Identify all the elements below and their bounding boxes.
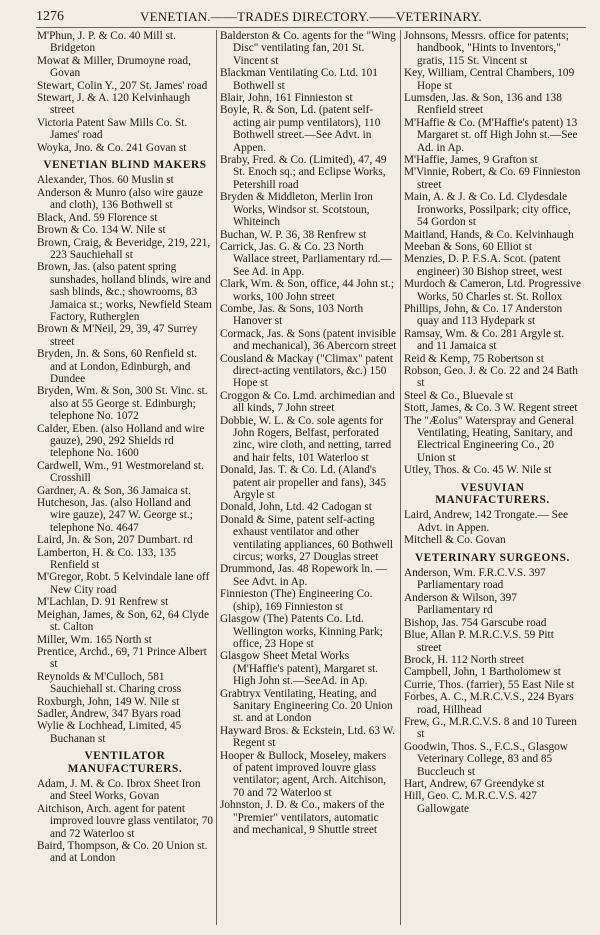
list-item: M'Haffie & Co. (M'Haffie's patent) 13 Margaret st. off High John st.—See Ad. in Ap. bbox=[404, 116, 578, 154]
section-heading: VENTILATOR MANUFACTURERS. bbox=[67, 750, 183, 775]
list-item: Gardner, A. & Son, 36 Jamaica st. bbox=[37, 484, 191, 497]
list-item: Blackman Ventilating Co. Ltd. 101 Bothwell st bbox=[220, 67, 378, 92]
list-item: M'Lachlan, D. 91 Renfrew st bbox=[37, 596, 169, 609]
list-item: Frew, G., M.R.C.V.S. 8 and 10 Tureen st bbox=[404, 715, 577, 741]
list-item: Sadler, Andrew, 347 Byars road bbox=[37, 707, 181, 720]
list-item: M'Phun, J. P. & Co. 40 Mill st. Bridgeton bbox=[37, 30, 176, 55]
list-item: Robson, Geo. J. & Co. 22 and 24 Bath st bbox=[404, 364, 578, 390]
list-item: Bryden, Wm. & Son, 300 St. Vinc. st. also at 55 George st. Edinburgh; telephone No. 1072 bbox=[37, 385, 208, 423]
list-item: Bryden & Middleton, Merlin Iron Works, Windsor st. Scotstoun, Whiteinch bbox=[220, 191, 373, 229]
list-item: Utley, Thos. & Co. 45 W. Nile st bbox=[404, 464, 552, 477]
list-item: Hayward Bros. & Eckstein, Ltd. 63 W. Regent st bbox=[220, 724, 396, 750]
page-number: 1276 bbox=[36, 9, 64, 24]
list-item: Drummond, Jas. 48 Ropework ln. —See Advt. in Ap. bbox=[220, 563, 387, 588]
list-item: Reynolds & M'Culloch, 581 Sauchiehall st. Charing cross bbox=[37, 670, 182, 696]
list-item: Phillips, John, & Co. 17 Anderston quay and 113 Hydepark st bbox=[404, 302, 563, 328]
section-heading: VETERINARY SURGEONS. bbox=[415, 551, 570, 564]
list-item: Black, And. 59 Florence st bbox=[37, 211, 158, 224]
running-title: VENETIAN.——TRADES DIRECTORY.——VETERINARY. bbox=[140, 9, 482, 24]
list-item: Victoria Patent Saw Mills Co. St. James' road bbox=[37, 116, 188, 142]
column-divider bbox=[216, 30, 217, 925]
list-item: Balderston & Co. agents for the "Wing Disc" ventilating fan, 201 St. Vincent st bbox=[220, 30, 396, 67]
list-item: Clark, Wm. & Son, office, 44 John st.; works, 100 John street bbox=[220, 278, 395, 303]
column-3 bbox=[404, 30, 581, 815]
list-item: Main, A. & J. & Co. Ld. Clydesdale Ironworks, Possilpark; city office, 54 Gordon st bbox=[404, 191, 571, 229]
list-item: Lamberton, H. & Co. 133, 135 Renfield st bbox=[37, 546, 176, 572]
list-item: Baird, Thompson, & Co. 20 Union st. and at London bbox=[37, 840, 208, 865]
list-item: Carrick, Jas. G. & Co. 23 North Wallace street, Parliamentary rd.—See Ad. in App. bbox=[220, 240, 392, 278]
list-item: Stott, James, & Co. 3 W. Regent street bbox=[404, 402, 578, 415]
list-item: Menzies, D. P. F.S.A. Scot. (patent engineer) 30 Bishop street, west bbox=[404, 253, 563, 278]
list-item: Anderson & Wilson, 397 Parliamentary rd bbox=[404, 591, 517, 617]
list-item: Key, William, Central Chambers, 109 Hope st bbox=[404, 67, 575, 92]
list-item: Croggon & Co. Lmd. archimedian and all kinds, 7 John street bbox=[220, 389, 395, 415]
list-item: Braby, Fred. & Co. (Limited), 47, 49 St. Enoch sq.; and Eclipse Works, Petershill road bbox=[220, 154, 387, 191]
list-item: Brown & M'Neil, 29, 39, 47 Surrey street bbox=[37, 323, 198, 348]
list-item: Cormack, Jas. & Sons (patent invisible and mechanical), 36 Abercorn street bbox=[220, 327, 397, 353]
list-item: Hart, Andrew, 67 Greendyke st bbox=[404, 777, 545, 790]
list-item: Hill, Geo. C. M.R.C.V.S. 427 Gallowgate bbox=[404, 790, 537, 815]
list-item: M'Haffie, James, 9 Grafton st bbox=[404, 154, 538, 167]
list-item: Blair, John, 161 Finnieston st bbox=[220, 92, 353, 105]
list-item: Brown, Jas. (also patent spring sunshades, holland blinds, wire and sash blinds, &c.; showrooms, 83 Jamaica st.; works, Newfield Steam Factory, Rutherglen bbox=[37, 261, 212, 323]
list-item: Meeban & Sons, 60 Elliot st bbox=[404, 240, 533, 253]
list-item: Cousland & Mackay ("Climax" patent direct-acting ventilators, &c.) 150 Hope st bbox=[220, 352, 393, 390]
column-divider bbox=[400, 30, 401, 925]
list-item: Calder, Eben. (also Holland and wire gauze), 290, 292 Shields rd telephone No. 1600 bbox=[37, 422, 205, 460]
list-item: The "Æolus" Waterspray and General Ventilating, Heating, Sanitary, and Electrical Engineering Co., 20 Union st bbox=[404, 414, 574, 464]
list-item: Brown & Co. 134 W. Nile st bbox=[37, 224, 166, 237]
column-1 bbox=[37, 30, 213, 865]
list-item: Glasgow Sheet Metal Works (M'Haffie's patent), Margaret st. High John st.—SeeAd. in Ap. bbox=[220, 650, 379, 688]
list-item: Cardwell, Wm., 91 Westmoreland st. Crosshill bbox=[37, 459, 204, 485]
list-item: Finnieston (The) Engineering Co. (ship), 169 Finnieston st bbox=[220, 588, 373, 613]
list-item: Bishop, Jas. 754 Garscube road bbox=[404, 616, 547, 629]
list-item: Murdoch & Cameron, Ltd. Progressive Works, 50 Charles st. St. Rollox bbox=[404, 278, 581, 303]
list-item: Alexander, Thos. 60 Muslin st bbox=[37, 174, 174, 187]
list-item: Stewart, Colin Y., 207 St. James' road bbox=[37, 79, 208, 92]
section-heading: VESUVIAN MANUFACTURERS. bbox=[435, 481, 550, 507]
list-item: Laird, Jn. & Son, 207 Dumbart. rd bbox=[37, 534, 193, 547]
list-item: Wylie & Lochhead, Limited, 45 Buchanan st bbox=[37, 720, 182, 745]
header-rule bbox=[36, 27, 586, 28]
list-item: Glasgow (The) Patents Co. Ltd. Wellington works, Kinning Park; office, 23 Hope st bbox=[220, 613, 383, 650]
list-item: Currie, Thos. (farrier), 55 East Nile st bbox=[404, 678, 575, 691]
list-item: Prentice, Archd., 69, 71 Prince Albert st bbox=[37, 645, 207, 671]
list-item: Anderson, Wm. F.R.C.V.S. 397 Parliamentary road bbox=[404, 567, 546, 592]
list-item: Brock, H. 112 North street bbox=[404, 653, 525, 666]
list-item: Campbell, John, 1 Bartholomew st bbox=[404, 666, 561, 679]
list-item: Donald & Sime, patent self-acting exhaust ventilator and other ventilating appliances, 60 Bothwell circus; works, 27 Douglas street bbox=[220, 513, 394, 564]
list-item: Blue, Allan P. M.R.C.V.S. 59 Pitt street bbox=[404, 629, 554, 654]
list-item: Mowat & Miller, Drumoyne road, Govan bbox=[37, 54, 191, 80]
page-header bbox=[36, 8, 586, 26]
list-item: Bryden, Jn. & Sons, 60 Renfield st. and at London, Edinburgh, and Dundee bbox=[37, 348, 198, 385]
list-item: Donald, Jas. T. & Co. Ld. (Aland's patent air propeller and fans), 345 Argyle st bbox=[220, 464, 387, 502]
list-item: Miller, Wm. 165 North st bbox=[37, 633, 152, 646]
list-item: M'Gregor, Robt. 5 Kelvindale lane off New City road bbox=[37, 571, 210, 596]
list-item: Dobbie, W. L. & Co. sole agents for John Rogers, Belfast, perforated zinc, wire cloth, and netting, tarred and hair felts, 101 Waterloo st bbox=[220, 414, 392, 464]
list-item: Hooper & Bullock, Moseley, makers of patent improved louvre glass ventilator; agent, Arch. Aitchison, 70 and 72 Waterloo st bbox=[220, 749, 387, 799]
list-item: Laird, Andrew, 142 Trongate.— See Advt. in Appen. bbox=[404, 509, 568, 534]
list-item: Anderson & Munro (also wire gauze and cloth), 136 Bothwell st bbox=[37, 186, 203, 212]
list-item: Aitchison, Arch. agent for patent improved louvre glass ventilator, 70 and 72 Waterloo st bbox=[37, 802, 214, 840]
column-2 bbox=[220, 30, 397, 836]
list-item: Mitchell & Co. Govan bbox=[404, 534, 506, 547]
list-item: Reid & Kemp, 75 Robertson st bbox=[404, 352, 544, 365]
list-item: Lumsden, Jas. & Son, 136 and 138 Renfield street bbox=[404, 92, 562, 117]
list-item: Maitland, Hands, & Co. Kelvinhaugh bbox=[404, 228, 574, 241]
section-heading: VENETIAN BLIND MAKERS bbox=[43, 159, 207, 172]
list-item: Meighan, James, & Son, 62, 64 Clyde st. Calton bbox=[37, 608, 209, 634]
list-item: Johnston, J. D. & Co., makers of the "Premier" ventilators, automatic and mechanical, 9 Shuttle street bbox=[220, 799, 385, 836]
list-item: Buchan, W. P. 36, 38 Renfrew st bbox=[220, 228, 367, 241]
list-item: Johnsons, Messrs. office for patents; handbook, "Hints to Inventors," gratis, 115 St. Vincent st bbox=[404, 30, 569, 67]
list-item: Boyle, R. & Son, Ld. (patent self-acting air pump ventilators), 110 Bothwell street.—See Advt. in Appen. bbox=[220, 104, 381, 154]
list-item: Brown, Craig, & Beveridge, 219, 221, 223 Sauchiehall st bbox=[37, 236, 211, 261]
list-item: Woyka, Jno. & Co. 241 Govan st bbox=[37, 141, 187, 154]
list-item: M'Vinnie, Robert, & Co. 69 Finnieston street bbox=[404, 166, 581, 191]
list-item: Donald, John, Ltd. 42 Cadogan st bbox=[220, 501, 372, 514]
list-item: Hutcheson, Jas. (also Holland and wire gauze), 247 W. George st.; telephone No. 4647 bbox=[37, 497, 193, 534]
list-item: Steel & Co., Bluevale st bbox=[404, 389, 514, 402]
list-item: Forbes, A. C., M.R.C.V.S., 224 Byars road, Hillhead bbox=[404, 691, 574, 716]
list-item: Grabtryx Ventilating, Heating, and Sanitary Engineering Co. 20 Union st. and at London bbox=[220, 687, 393, 725]
list-item: Stewart, J. & A. 120 Kelvinhaugh street bbox=[37, 92, 191, 117]
list-item: Adam, J. M. & Co. Ibrox Sheet Iron and Steel Works, Govan bbox=[37, 777, 201, 803]
list-item: Goodwin, Thos. S., F.C.S., Glasgow Veterinary College, 83 and 85 Buccleuch st bbox=[404, 740, 568, 778]
list-item: Roxburgh, John, 149 W. Nile st bbox=[37, 695, 180, 708]
list-item: Ramsay, Wm. & Co. 281 Argyle st. and 11 Jamaica st bbox=[404, 327, 565, 353]
list-item: Combe, Jas. & Sons, 103 North Hanover st bbox=[220, 302, 364, 328]
